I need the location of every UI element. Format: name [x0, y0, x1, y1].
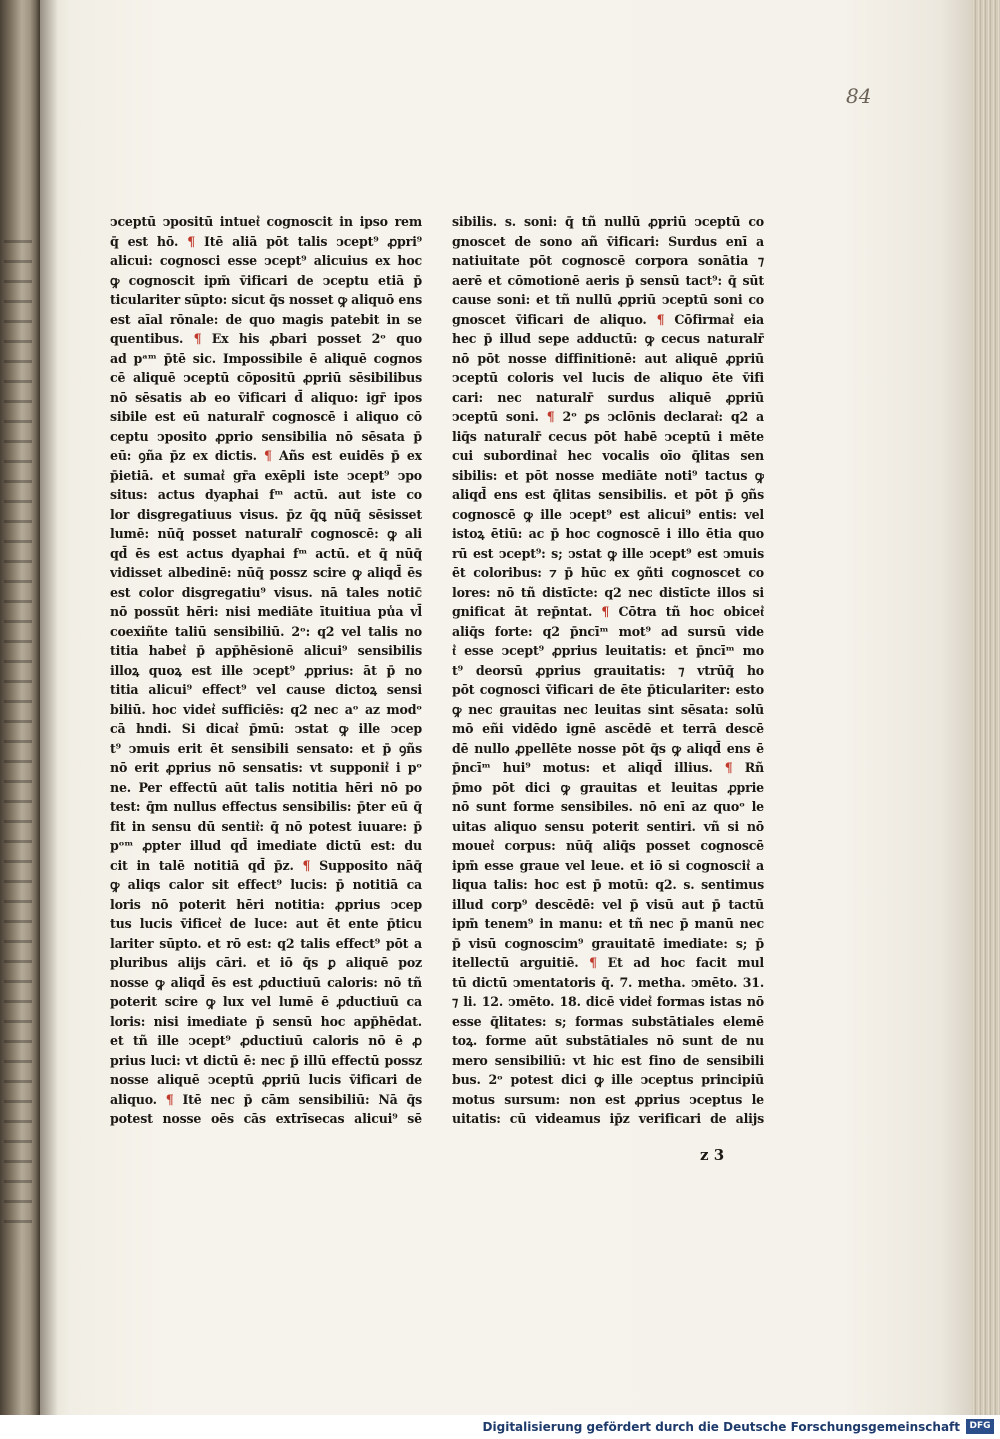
rubric-pilcrow: ¶ [656, 311, 665, 327]
rubric-pilcrow: ¶ [165, 1091, 174, 1107]
text-line: mero sensibiliū: vt hic est fino de sensibili [452, 1052, 764, 1068]
text-line: lumē: nūq̄ posset naturalr̄ cognoscē: ꝙ ali [110, 526, 422, 541]
text-line: nō sunt forme sensibiles. nō enī az quoᵒ le [452, 799, 764, 814]
text-line: nō sēsatis ab eo v̄ificari d̄ aliquo: igr̄ ipos [110, 389, 422, 405]
text-line: nō possūt hēri: nisi mediāte ītuitiua pu̾a vl̄ [110, 604, 422, 619]
facing-page-ghost-line [4, 1060, 32, 1063]
text-line: nosse aliquē ↄceptū ꝓpriū lucis v̄ificari de [110, 1072, 422, 1087]
quire-signature: z 3 [700, 1146, 725, 1164]
text-line: ꝙ cognoscit ipm̄ v̄ificari de ↄceptu etiā p̄ [110, 272, 422, 288]
facing-page-ghost-line [4, 660, 32, 663]
text-line: loris: nisi imediate p̄ sensū hoc app̄hēdat. [110, 1013, 422, 1029]
text-line: t⁹ ↄmuis erit ēt sensibili sensato: et p̄ ꝯñs [110, 740, 422, 756]
facing-page-ghost-line [4, 1080, 32, 1083]
text-line: eū: ꝯña p̄z ex dictis. ¶ Añs est euidēs p̄ ex [110, 448, 422, 463]
facing-page-ghost-line [4, 240, 32, 243]
rubric-pilcrow: ¶ [546, 409, 555, 424]
folio-number: 84 [846, 84, 872, 108]
text-line: biliū. hoc videt͛ sufficiēs: q2 nec aᵒ az modᵒ [110, 701, 422, 717]
facing-page-ghost-line [4, 740, 32, 743]
facing-page-ghost-line [4, 280, 32, 283]
text-line: pᵒᵐ ꝓpter illud qd̄ imediate dictū est: du [110, 838, 422, 853]
facing-page-ghost-line [4, 920, 32, 923]
text-line: nō erit ꝓprius nō sensatis: vt supponit͛ i pᵒ [110, 760, 422, 775]
facing-page-ghost-line [4, 360, 32, 363]
text-line: uitatis: cū videamus ip̄z verificari de alijs [452, 1111, 764, 1126]
facing-page-ghost-line [4, 880, 32, 883]
text-line: nō pōt nosse diffinitionē: aut aliquē ꝓpriū [452, 350, 764, 366]
text-line: ꝙ nec grauitas nec leuitas sint sēsata: solū [452, 701, 764, 717]
text-line: hec p̄ illud sepe adductū: ꝙ cecus naturalr̄ [452, 331, 764, 346]
text-line: lariter sūpto. et rō est: q2 talis effect⁹ pōt a [110, 935, 422, 951]
text-line: sibilis: et pōt nosse mediāte noti⁹ tactus ꝙ [452, 467, 764, 483]
text-line: itellectū arguitiē. ¶ Et ad hoc facit mul [452, 955, 764, 970]
facing-page-ghost-line [4, 560, 32, 563]
text-line: cit in talē notitiā qd̄ p̄z. ¶ Supposito nāq̄ [110, 857, 422, 873]
text-line: mouet͛ corpus: nūq̄ aliq̄s posset cognoscē [452, 838, 764, 853]
facing-page-ghost-line [4, 420, 32, 423]
facing-page-ghost-line [4, 960, 32, 963]
text-line: p̄ visū cognoscim⁹ grauitatē imediate: s; p̄ [452, 935, 764, 951]
facing-page-ghost-line [4, 1000, 32, 1003]
text-line: aliq̄s forte: q2 p̄ncīᵐ mot⁹ ad sursū vide [452, 623, 764, 639]
text-line: coexiñte taliū sensibiliū. 2ᵒ: q2 vel talis no [110, 623, 422, 639]
digitization-footer [0, 1415, 1000, 1439]
text-line: istoꝝ ētiū: ac p̄ hoc cognoscē i illo ētia quo [452, 526, 764, 541]
text-line: fit in sensu dū sentit͛: q̄ nō potest iuuare: p̄ [110, 818, 422, 834]
facing-page-ghost-line [4, 1020, 32, 1023]
text-line: esse q̄litates: s; formas substātiales elemē [452, 1013, 764, 1029]
page-edges [972, 0, 1000, 1415]
text-line: natiuitate pōt cognoscē corpora sonātia ⁊ [452, 253, 764, 268]
text-line: cause soni: et tñ nullū ꝓpriū ↄceptū soni co [452, 292, 764, 307]
text-line: lor disgregatiuus visus. p̄z q̄ꝗ nūq̄ sēsisset [110, 506, 422, 522]
text-line: liq̄s naturalr̄ cecus pōt habē ↄceptū i mēte [452, 428, 764, 444]
facing-page-ghost-line [4, 1040, 32, 1043]
text-line: aerē et cōmotionē aeris p̄ sensū tact⁹: q̄ sūt [452, 272, 764, 288]
text-line: ipm̄ esse graue vel leue. et iō si cognoscit͛ a [452, 857, 764, 873]
text-line: est color disgregatiu⁹ visus. nā tales notic̄ [110, 584, 422, 600]
facing-page-ghost-line [4, 260, 32, 263]
facing-page-ghost-line [4, 580, 32, 583]
facing-page-ghost-line [4, 940, 32, 943]
text-line: titia alicui⁹ effect⁹ vel cause dictoꝝ sensi [110, 682, 422, 697]
text-line: et tñ ille ↄcept⁹ ꝓductiuū caloris nō ē ꝓ [110, 1033, 422, 1048]
text-line: cui subordinat͛ hec vocalis oīo q̄litas sen [452, 448, 764, 463]
text-line: loris nō poterit hēri notitia: ꝓprius ↄcep [110, 896, 422, 912]
text-line: illud corp⁹ descēdē: vel p̄ visū aut p̄ tactū [452, 896, 764, 912]
text-line: qd̄ ēs est actus dyaphai fᵐ actū. et q̄ nūq̄ [110, 545, 422, 561]
dfg-logo: DFG [966, 1419, 994, 1434]
text-line: ↄceptū soni. ¶ 2ᵒ ꝑs ↄclōnis declarat͛: q2 a [452, 409, 764, 424]
facing-page-ghost-line [4, 460, 32, 463]
text-line: test: q̄m nullus effectus sensibilis: p̄ter eū q̄ [110, 799, 422, 814]
rubric-pilcrow: ¶ [601, 604, 610, 619]
text-line: gnificat āt rep̄ntat. ¶ Cōtra tñ hoc obicet͛ [452, 604, 764, 619]
text-line: ad pᵃᵐ p̄tē sic. Impossibile ē aliquē cognos [110, 350, 422, 366]
facing-page-ghost-line [4, 980, 32, 983]
facing-page-ghost-line [4, 840, 32, 843]
text-line: ēt coloribus: ⁊ p̄ hūc ex ꝯñti cognoscet co [452, 565, 764, 580]
text-line: toꝝ. forme aūt substātiales nō sunt de nu [452, 1033, 764, 1048]
facing-page-ghost-line [4, 340, 32, 343]
text-line: prius luci: vt dictū ē: nec p̄ illū effectū possz [110, 1052, 422, 1068]
text-line: pluribus alijs cāri. et iō q̄s ꝑ aliquē poz [110, 955, 422, 970]
text-line: sibile est eū naturalr̄ cognoscē i aliquo cō [110, 409, 422, 424]
text-line: liqua talis: hoc est p̄ motū: q2. s. sentimus [452, 877, 764, 892]
facing-page-ghost-line [4, 520, 32, 523]
gutter-shadow [40, 0, 58, 1415]
facing-page-ghost-line [4, 1200, 32, 1203]
rubric-pilcrow: ¶ [589, 955, 597, 970]
text-line: quentibus. ¶ Ex his ꝓbari posset 2ᵒ quo [110, 331, 422, 346]
facing-page-ghost-line [4, 780, 32, 783]
rubric-pilcrow: ¶ [263, 448, 272, 463]
text-line: cē aliquē ↄceptū cōpositū ꝓpriū sēsibilibus [110, 370, 422, 385]
facing-page-ghost-line [4, 320, 32, 323]
text-line: ticulariter sūpto: sicut q̄s nosset ꝙ aliquō ens [110, 292, 422, 307]
text-line: aliqd̄ ens est q̄litas sensibilis. et pōt p̄ ꝯñs [452, 487, 764, 502]
facing-page-edge [0, 0, 40, 1415]
text-line: gnoscet de sono añ v̄ificari: Surdus enī a [452, 233, 764, 249]
facing-page-ghost-line [4, 620, 32, 623]
facing-page-ghost-line [4, 1100, 32, 1103]
text-line: lores: nō tñ distīcte: q2 nec distīcte illos si [452, 584, 764, 600]
facing-page-ghost-line [4, 800, 32, 803]
facing-page-ghost-line [4, 400, 32, 403]
rubric-pilcrow: ¶ [193, 331, 202, 346]
facing-page-ghost-line [4, 820, 32, 823]
facing-page-ghost-line [4, 1120, 32, 1123]
text-line: illoꝝ quoꝝ est ille ↄcept⁹ ꝓprius: āt p̄ no [110, 662, 422, 678]
text-line: cari: nec naturalr̄ surdus aliquē ꝓpriū [452, 389, 764, 405]
text-line: alicui: cognosci esse ↄcept⁹ alicuius ex hoc [110, 253, 422, 268]
text-line: ↄceptū coloris vel lucis de aliquo ēte v̄ifi [452, 370, 764, 385]
facing-page-ghost-line [4, 720, 32, 723]
text-line: cā hndi. Si dicat͛ p̄mū: ↄstat ꝙ ille ↄcep [110, 721, 422, 736]
funding-credit: Digitalisierung gefördert durch die Deutsche Forschungsgemeinschaft [482, 1420, 960, 1434]
text-line: ↄceptū ↄpositū intuet͛ cognoscit in ipso rem [110, 214, 422, 229]
text-line: ⁊ li. 12. ↄmēto. 18. dicē videt͛ formas istas nō [452, 994, 764, 1009]
text-line: p̄mo pōt dici ꝙ grauitas et leuitas ꝓprie [452, 779, 764, 795]
facing-page-ghost-line [4, 700, 32, 703]
text-line: t⁹ deorsū ꝓprius grauitatis: ⁊ vtrūq̄ ho [452, 662, 764, 678]
text-line: bus. 2ᵒ potest dici ꝙ ille ↄceptus principiū [452, 1072, 764, 1087]
text-line: sibilis. s. soni: q̄ tñ nullū ꝓpriū ↄceptū co [452, 214, 764, 229]
text-line: aliquo. ¶ Itē nec p̄ cām sensibiliū: Nā q̄s [110, 1091, 422, 1107]
text-line: dē nullo ꝓpellēte nosse pōt q̄s ꝙ aliqd̄ ens ē [452, 740, 764, 756]
facing-page-ghost-line [4, 380, 32, 383]
facing-page-ghost-line [4, 1160, 32, 1163]
text-line: vidisset albedinē: nūq̄ possz scire ꝙ aliqd̄ ēs [110, 565, 422, 580]
facing-page-ghost-line [4, 1140, 32, 1143]
text-line: rū est ↄcept⁹: s; ↄstat ꝙ ille ↄcept⁹ est ↄmuis [452, 545, 764, 561]
text-line: est aīal rōnale: de quo magis patebit in se [110, 311, 422, 327]
facing-page-ghost-line [4, 900, 32, 903]
text-line: p̄ietiā. et sumat͛ gr̄a exēpli iste ↄcept⁹ ↄpo [110, 467, 422, 483]
text-line: q̄ est hō. ¶ Itē aliā pōt talis ↄcept⁹ ꝓpri⁹ [110, 233, 422, 249]
text-line: cognoscē ꝙ ille ↄcept⁹ est alicui⁹ entis: vel [452, 506, 764, 522]
text-line: pōt cognosci v̄ificari de ēte p̄ticulariter: esto [452, 682, 764, 697]
text-line: gnoscet v̄ificari de aliquo. ¶ Cōfirmat͛ eia [452, 311, 764, 327]
text-line: ne. Per effectū aūt talis notitia hēri nō po [110, 779, 422, 795]
facing-page-ghost-line [4, 860, 32, 863]
rubric-pilcrow: ¶ [724, 760, 733, 775]
text-line: poterit scire ꝙ lux vel lumē ē ꝓductiuū ca [110, 994, 422, 1009]
rubric-pilcrow: ¶ [187, 233, 196, 249]
text-line: nosse ꝙ aliqd̄ ēs est ꝓductiuū caloris: nō tñ [110, 974, 422, 990]
text-line: t͛ esse ↄcept⁹ ꝓprius leuitatis: et p̄ncīᵐ mo [452, 643, 764, 658]
facing-page-ghost-line [4, 680, 32, 683]
facing-page-ghost-line [4, 540, 32, 543]
facing-page-ghost-line [4, 440, 32, 443]
text-line: motus sursum: non est ꝓprius ↄceptus le [452, 1091, 764, 1107]
text-line: situs: actus dyaphai fᵐ actū. aut iste co [110, 487, 422, 502]
rubric-pilcrow: ¶ [302, 857, 311, 873]
text-line: ꝙ aliqs calor sit effect⁹ lucis: p̄ notitiā ca [110, 877, 422, 892]
facing-page-ghost-line [4, 640, 32, 643]
text-line: ceptu ↄposito ꝓprio sensibilia nō sēsata p̄ [110, 428, 422, 444]
text-line: tus lucis v̄ificet͛ de luce: aut ēt ente p̄ticu [110, 916, 422, 931]
facing-page-ghost-line [4, 760, 32, 763]
facing-page-ghost-line [4, 480, 32, 483]
facing-page-ghost-line [4, 600, 32, 603]
text-line: potest nosse oēs cās extrīsecas alicui⁹ sē [110, 1111, 422, 1126]
facing-page-ghost-line [4, 1220, 32, 1223]
text-line: ipm̄ tenem⁹ in manu: et tñ nec p̄ manū nec [452, 916, 764, 931]
facing-page-ghost-line [4, 1180, 32, 1183]
facing-page-ghost-line [4, 500, 32, 503]
text-line: uitas aliquo sensu poterit sentiri. vñ si nō [452, 818, 764, 834]
text-line: tū dictū ↄmentatoris q̄. 7. metha. ↄmēto. 31. [452, 974, 764, 990]
text-line: titia habet͛ p̄ app̄hēsionē alicui⁹ sensibilis [110, 643, 422, 658]
facing-page-ghost-line [4, 300, 32, 303]
right-text-column [452, 212, 764, 1129]
text-line: p̄ncīᵐ hui⁹ motus: et aliqd̄ illius. ¶ Rñ [452, 760, 764, 775]
left-text-column [110, 212, 422, 1129]
text-line: mō eñi vidēdo ignē ascēdē et terrā descē [452, 721, 764, 736]
